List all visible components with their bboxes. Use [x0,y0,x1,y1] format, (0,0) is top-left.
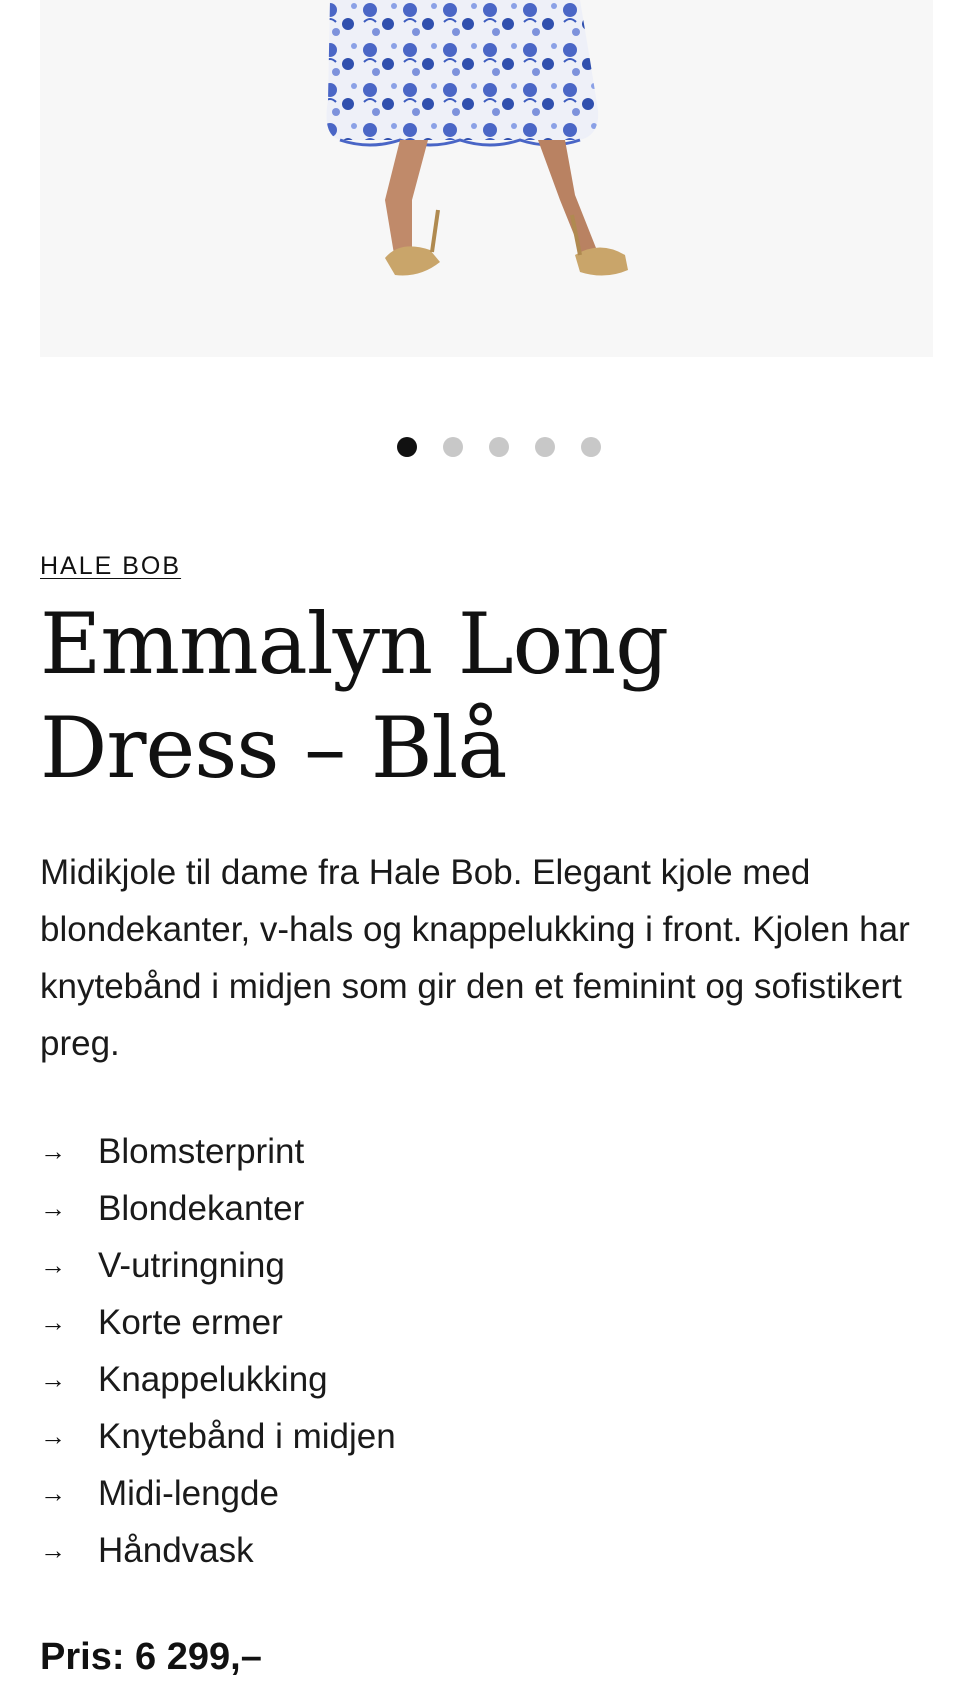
feature-item [40,1180,396,1237]
feature-list [40,1123,396,1579]
feature-item [40,1237,396,1294]
feature-label: Blomsterprint [98,1131,305,1171]
feature-item [40,1465,396,1522]
feature-label: Knappelukking [98,1359,328,1399]
feature-label: Knytebånd i midjen [98,1416,396,1456]
carousel-dot[interactable] [535,437,555,457]
arrow-right-icon: → [40,1250,66,1280]
arrow-right-icon: → [40,1307,66,1337]
carousel-dot[interactable] [489,437,509,457]
feature-item [40,1294,396,1351]
dress-photo-illustration [40,0,933,357]
arrow-right-icon: → [40,1364,66,1394]
feature-item [40,1522,396,1579]
feature-label: Blondekanter [98,1188,305,1228]
carousel-dots [0,437,960,457]
carousel-dot[interactable] [581,437,601,457]
feature-item [40,1351,396,1408]
feature-label: Midi-lengde [98,1473,279,1513]
feature-label: V-utringning [98,1245,285,1285]
carousel-dot[interactable] [443,437,463,457]
product-description: Midikjole til dame fra Hale Bob. Elegant kjole med blondekanter, v-hals og knappelukking i front. Kjolen har knytebånd i midjen som gir den et feminint og sofistikert preg. [40,853,910,1063]
feature-item [40,1408,396,1465]
feature-item [40,1123,396,1180]
arrow-right-icon: → [40,1535,66,1565]
product-title: Emmalyn Long Dress – Blå [40,595,669,797]
brand-link[interactable]: HALE BOB [40,552,182,580]
price: Pris: 6 299,– [40,1636,262,1678]
feature-label: Korte ermer [98,1302,283,1342]
product-image[interactable] [40,0,933,357]
carousel-dot[interactable] [397,437,417,457]
arrow-right-icon: → [40,1478,66,1508]
arrow-right-icon: → [40,1193,66,1223]
arrow-right-icon: → [40,1136,66,1166]
feature-label: Håndvask [98,1530,254,1570]
arrow-right-icon: → [40,1421,66,1451]
